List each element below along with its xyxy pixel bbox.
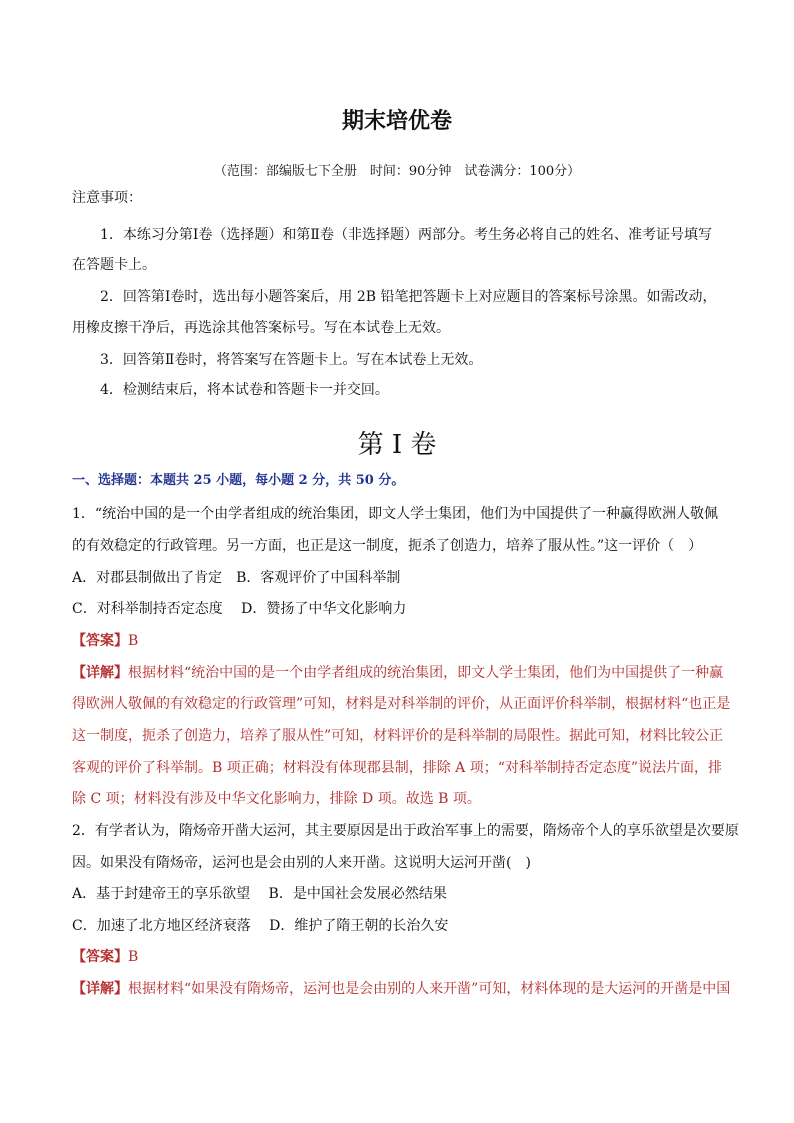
answer-tag: 【答案】 — [72, 633, 128, 649]
question-1-answer — [72, 631, 722, 651]
question-1-detail: 除 C 项；材料没有涉及中华文化影响力，排除 D 项。故选 B 项。 — [72, 791, 481, 807]
notice-item: 2．回答第Ⅰ卷时，选出每小题答案后，用 2B 铅笔把答题卡上对应题目的答案标号涂黑。如需改动， — [100, 289, 717, 305]
question-2-options: A．基于封建帝王的享乐欲望 B．是中国社会发展必然结果 — [72, 886, 447, 902]
question-2-stem: 因。如果没有隋炀帝，运河也是会由别的人来开凿。这说明大运河开凿( ) — [72, 855, 531, 871]
notice-heading: 注意事项： — [72, 190, 142, 206]
notice-item: 用橡皮擦干净后，再选涂其他答案标号。写在本试卷上无效。 — [72, 320, 450, 336]
answer-value: B — [128, 949, 139, 965]
question-1-detail: 客观的评价了科举制。B 项正确；材料没有体现郡县制，排除 A 项；“对科举制持否定态度”说法片面，排 — [72, 760, 723, 776]
answer-tag: 【答案】 — [72, 949, 128, 965]
notice-item: 在答题卡上。 — [72, 257, 156, 273]
exam-scope: （范围：部编版七下全册 时间：90分钟 试卷满分：100分） — [213, 164, 581, 179]
section-title: 第 I 卷 — [357, 430, 437, 460]
notice-item: 4．检测结束后，将本试卷和答题卡一并交回。 — [100, 382, 389, 398]
question-1-detail: 这一制度，扼杀了创造力，培养了服从性”可知，材料评价的是科举制的局限性。据此可知，材料比较公正 — [72, 728, 724, 744]
question-1-options: A．对郡县制做出了肯定 B．客观评价了中国科举制 — [72, 570, 401, 586]
question-1-stem: 1．“统治中国的是一个由学者组成的统治集团，即文人学士集团，他们为中国提供了一种赢得欧洲人敬佩 — [72, 506, 719, 522]
detail-text: 根据材料“如果没有隋炀帝，运河也是会由别的人来开凿”可知，材料体现的是大运河的开凿是中国 — [128, 981, 731, 997]
notice-item: 3．回答第Ⅱ卷时，将答案写在答题卡上。写在本试卷上无效。 — [100, 352, 483, 368]
notice-item: 1．本练习分第Ⅰ卷（选择题）和第Ⅱ卷（非选择题）两部分。考生务必将自己的姓名、准考证号填写 — [100, 227, 712, 243]
part-heading: 一、选择题：本题共 25 小题，每小题 2 分，共 50 分。 — [72, 473, 405, 488]
question-2-answer — [72, 947, 722, 967]
question-2-options: C．加速了北方地区经济衰落 D．维护了隋王朝的长治久安 — [72, 918, 449, 934]
answer-value: B — [128, 633, 139, 649]
detail-text: 根据材料“统治中国的是一个由学者组成的统治集团，即文人学士集团，他们为中国提供了一种赢 — [128, 665, 724, 681]
detail-tag: 【详解】 — [72, 665, 128, 681]
detail-tag: 【详解】 — [72, 981, 128, 997]
question-1-detail — [72, 663, 722, 683]
question-1-detail: 得欧洲人敬佩的有效稳定的行政管理”可知，材料是对科举制的评价，从正面评价科举制，根据材料“也正是 — [72, 696, 731, 712]
question-1-options: C．对科举制持否定态度 D．赞扬了中华文化影响力 — [72, 601, 407, 617]
page-title: 期末培优卷 — [341, 109, 452, 134]
question-2-detail — [72, 979, 731, 999]
question-1-stem: 的有效稳定的行政管理。另一方面，也正是这一制度，扼杀了创造力，培养了服从性。”这一评价（ ） — [72, 538, 703, 554]
question-2-stem: 2．有学者认为，隋炀帝开凿大运河，其主要原因是出于政治军事上的需要，隋炀帝个人的享乐欲望是次要原 — [72, 823, 739, 839]
